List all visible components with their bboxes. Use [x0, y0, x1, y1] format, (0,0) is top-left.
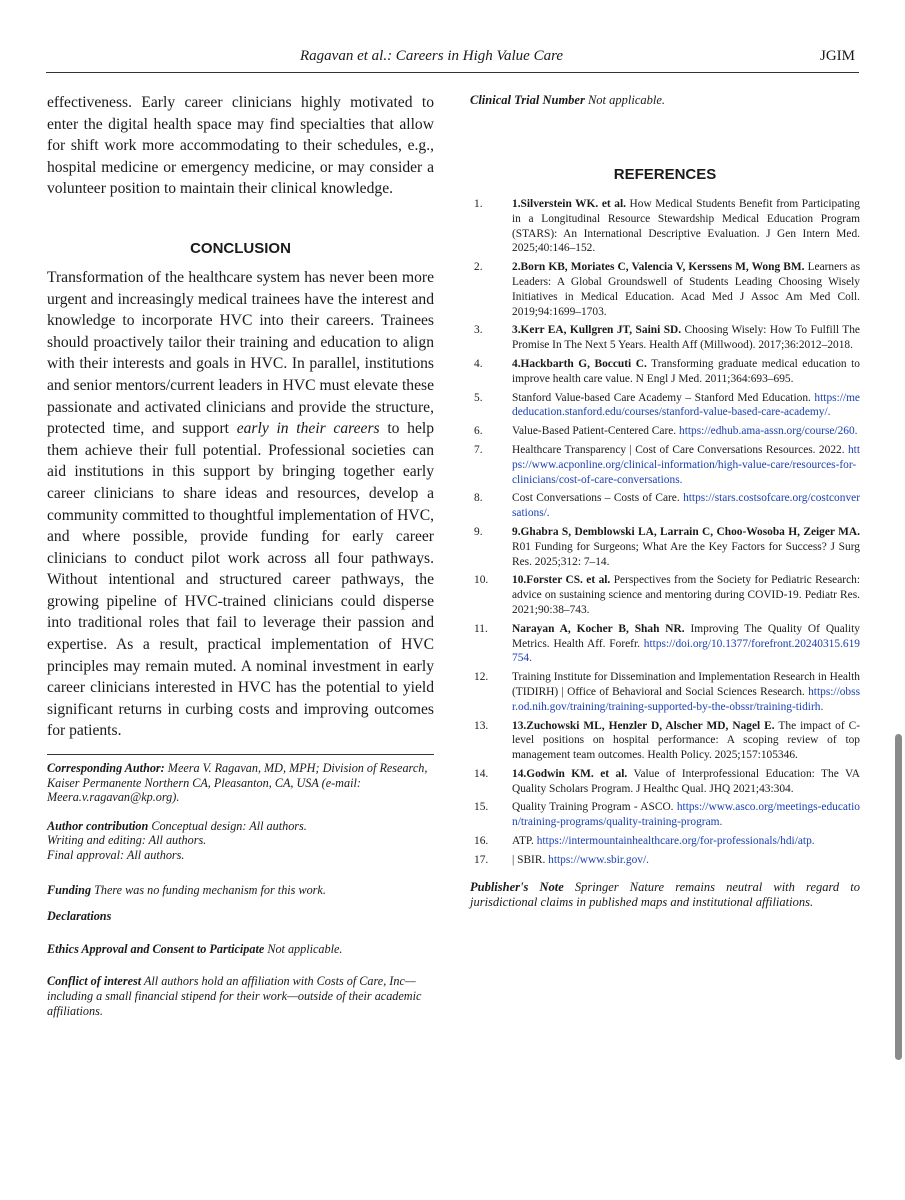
- reference-number: 4.: [474, 357, 483, 370]
- reference-item: [470, 853, 860, 868]
- corresponding-author: [47, 761, 434, 805]
- reference-number: 5.: [474, 391, 483, 404]
- reference-item: [470, 260, 860, 319]
- reference-item: [470, 197, 860, 256]
- clinical-trial-text: Not applicable.: [587, 93, 666, 107]
- ethics-statement: [47, 942, 434, 957]
- reference-text: Perspectives from the Society for Pediatric Research: advice on sustaining science and mentoring during COVID-19. Pediatr Res. 2021;90:38–743.: [512, 574, 860, 616]
- reference-body: [512, 260, 860, 319]
- reference-number: 17.: [474, 853, 489, 866]
- reference-number: 10.: [474, 574, 489, 587]
- reference-text: | SBIR.: [512, 853, 549, 866]
- reference-number: 6.: [474, 425, 483, 438]
- ethics-label: Ethics Approval and Consent to Participate: [47, 941, 265, 956]
- right-column: [470, 92, 860, 924]
- publisher-note: [470, 880, 860, 912]
- reference-link[interactable]: https://mededucation.stanford.edu/courses/stanford-value-based-care-academy/.: [512, 391, 860, 419]
- conflict-text: All authors hold an affiliation with Costs of Care, Inc—including a small financial stipend for their work—outside of their academic affiliations.: [47, 974, 422, 1018]
- corresponding-text: Meera V. Ragavan, MD, MPH; Division of Research, Kaiser Permanente Northern CA, Pleasanton, CA, USA (e-mail: Meera.v.ragavan@kp.org).: [47, 761, 428, 805]
- reference-link[interactable]: https://www.acponline.org/clinical-information/high-value-care/resources-for-clinicians/cost-of-care-conversations.: [512, 443, 860, 486]
- reference-item: [470, 767, 860, 797]
- reference-body: [512, 719, 860, 763]
- clinical-trial-label: Clinical Trial Number: [470, 93, 585, 107]
- reference-body: [512, 197, 860, 256]
- corresponding-label: Corresponding Author:: [47, 761, 165, 776]
- reference-authors: 1.Silverstein WK. et al.: [512, 198, 626, 210]
- reference-item: [470, 573, 860, 617]
- reference-number: 13.: [474, 719, 489, 732]
- funding-statement: [47, 883, 434, 898]
- reference-link[interactable]: https://intermountainhealthcare.org/for-professionals/hdi/atp.: [536, 835, 815, 848]
- reference-number: 2.: [474, 261, 483, 274]
- reference-list: [470, 197, 860, 868]
- reference-number: 16.: [474, 835, 489, 848]
- reference-body: [512, 800, 860, 830]
- reference-text: Cost Conversations – Costs of Care.: [512, 492, 684, 505]
- reference-item: [470, 834, 860, 849]
- publisher-text: Springer Nature remains neutral with regard to jurisdictional claims in published maps and institutional affiliations.: [470, 879, 860, 910]
- reference-body: [512, 834, 860, 849]
- reference-item: [470, 800, 860, 830]
- reference-item: [470, 670, 860, 714]
- declarations-heading: [47, 909, 434, 924]
- reference-item: [470, 323, 860, 353]
- reference-item: [470, 357, 860, 387]
- reference-body: [512, 525, 860, 569]
- conclusion-text-1: Transformation of the healthcare system has never been more urgent and increasingly medical trainees have the interest and knowledge to incorporate HVC into their careers. Trainees should proactively tailor their training and education to align with their interests and goals in HVC. In parallel, institutions and senior mentors/current leaders in HVC must elevate these passionate and activated clinicians and provide the structure, protected time, and support: [47, 268, 434, 438]
- left-column: [47, 92, 434, 1018]
- reference-text: Value-Based Patient-Centered Care.: [512, 425, 679, 438]
- header-rule: [46, 72, 859, 73]
- clinical-trial-number: [470, 92, 860, 108]
- reference-link[interactable]: https://www.asco.org/meetings-education/training-programs/quality-training-program.: [512, 801, 860, 829]
- reference-body: [512, 491, 860, 521]
- journal-name: JGIM: [819, 48, 855, 64]
- contribution-line-1: Conceptual design: All authors.: [151, 818, 307, 833]
- contribution-line-3: Final approval: All authors.: [47, 848, 185, 862]
- reference-authors: 4.Hackbarth G, Boccuti C.: [512, 357, 647, 370]
- conflict-statement: [47, 974, 434, 1018]
- conclusion-paragraph: [47, 267, 434, 742]
- reference-authors: 13.Zuchowski ML, Henzler D, Alscher MD, Nagel E.: [512, 719, 775, 732]
- declarations-label: Declarations: [47, 909, 112, 924]
- contribution-line-2: Writing and editing: All authors.: [47, 833, 207, 848]
- reference-item: [470, 719, 860, 763]
- reference-number: 12.: [474, 671, 489, 684]
- funding-label: Funding: [47, 882, 92, 897]
- reference-number: 7.: [474, 443, 483, 456]
- reference-item: [470, 391, 860, 421]
- reference-link[interactable]: https://stars.costsofcare.org/costconversations/.: [512, 492, 860, 520]
- reference-text: Stanford Value-based Care Academy – Stanford Med Education.: [512, 391, 815, 404]
- reference-body: [512, 573, 860, 617]
- reference-link[interactable]: https://obssr.od.nih.gov/training/training-supported-by-the-obssr/training-tidirh.: [512, 685, 860, 713]
- reference-body: [512, 767, 860, 797]
- reference-body: [512, 323, 860, 353]
- reference-text: Transforming graduate medical education to improve health care value. N Engl J Med. 2011;364:693–695.: [512, 357, 860, 385]
- reference-text: Training Institute for Dissemination and Implementation Research in Health (TIDIRH) | Office of Behavioral and Social Sciences Research.: [512, 671, 860, 698]
- reference-body: [512, 391, 860, 421]
- reference-authors: 3.Kerr EA, Kullgren JT, Saini SD.: [512, 324, 682, 337]
- running-title: Ragavan et al.: Careers in High Value Care: [300, 48, 564, 64]
- reference-text: Learners as Leaders: A Global Groundswell of Students Leading Choosing Wisely Initiatives in Medical Education. Acad Med J Assoc Am Med Coll. 2019;94:1699–1703.: [512, 261, 861, 318]
- reference-number: 11.: [474, 622, 488, 635]
- reference-text: How Medical Students Benefit from Participating in a Longitudinal Resource Stewardship Medical Education Program (STARS): An International Descriptive Evaluation. J Gen Intern Med. 2025;40:146–152.: [512, 198, 860, 255]
- reference-body: [512, 853, 860, 868]
- reference-text: Choosing Wisely: How To Fulfill The Promise In The Next 5 Years. Health Aff (Millwood). 2017;36:2012–2018.: [512, 324, 860, 352]
- reference-item: [470, 424, 860, 439]
- reference-body: [512, 357, 860, 387]
- reference-text: ATP.: [512, 835, 537, 848]
- reference-item: [470, 525, 860, 569]
- conclusion-text-2: to help them achieve their full potential. Professional societies can aid institutions in this support by bringing together early career clinicians to share ideas and resources, develop a community committed to thoughtful implementation of HVC, and where possible, provide funding for early career clinicians to conduct pilot work across all four pathways. Without intentional and structured career pathways, the growing pipeline of HVC-trained clinicians could disperse into traditional roles that fail to leverage their passion and expertise. As a result, practical implementation of HVC principles may remain muted. A nominal investment in early career clinicians interested in HVC has the potential to yield significant returns in curbing costs and improving outcomes for patients.: [47, 420, 434, 740]
- declarations-rule: [47, 754, 434, 755]
- reference-number: 1.: [474, 198, 483, 210]
- reference-authors: Narayan A, Kocher B, Shah NR.: [512, 622, 685, 635]
- reference-body: [512, 443, 860, 487]
- reference-number: 3.: [474, 324, 483, 337]
- reference-text: Value of Interprofessional Education: The VA Quality Scholars Program. J Healthc Qual. JHQ 2021;43:304.: [512, 767, 860, 795]
- reference-number: 8.: [474, 492, 483, 505]
- reference-link[interactable]: https://edhub.ama-assn.org/course/260.: [679, 425, 858, 438]
- reference-text: Quality Training Program - ASCO.: [512, 801, 677, 814]
- conclusion-emphasis: early in their careers: [236, 420, 380, 438]
- reference-text: The impact of C-level positions on hospital performance: A scoping review of top management team outcomes. Health Policy. 2025;157:105346.: [512, 719, 861, 762]
- scrollbar-thumb[interactable]: [895, 734, 902, 1060]
- contribution-label: Author contribution: [47, 818, 149, 833]
- conclusion-heading: CONCLUSION: [190, 239, 291, 257]
- reference-number: 14.: [474, 767, 489, 780]
- reference-text: R01 Funding for Surgeons; What Are the Key Factors for Success? J Surg Res. 2025;312: 7–14.: [512, 540, 860, 568]
- reference-item: [470, 443, 860, 487]
- reference-body: [512, 670, 860, 714]
- ethics-text: Not applicable.: [267, 941, 343, 956]
- reference-authors: 2.Born KB, Moriates C, Valencia V, Kerssens M, Wong BM.: [512, 261, 805, 274]
- reference-authors: 10.Forster CS. et al.: [512, 574, 611, 587]
- reference-authors: 9.Ghabra S, Demblowski LA, Larrain C, Choo-Wosoba H, Zeiger MA.: [512, 525, 860, 538]
- reference-item: [470, 622, 860, 666]
- conflict-label: Conflict of interest: [47, 974, 142, 989]
- reference-body: [512, 622, 860, 666]
- reference-text: Healthcare Transparency | Cost of Care Conversations Resources. 2022.: [512, 443, 848, 456]
- references-heading: REFERENCES: [613, 166, 717, 183]
- reference-number: 9.: [474, 525, 483, 538]
- author-contribution: [47, 819, 434, 863]
- reference-text: Improving The Quality Of Quality Metrics. Health Aff. Forefr.: [512, 622, 860, 650]
- running-header: [0, 44, 905, 74]
- funding-text: There was no funding mechanism for this work.: [94, 882, 326, 897]
- reference-link[interactable]: https://www.sbir.gov/.: [548, 853, 649, 866]
- publisher-label: Publisher's Note: [470, 879, 564, 894]
- reference-item: [470, 491, 860, 521]
- reference-link[interactable]: https://doi.org/10.1377/forefront.20240315.619754.: [512, 637, 860, 665]
- reference-number: 15.: [474, 801, 489, 814]
- reference-authors: 14.Godwin KM. et al.: [512, 767, 628, 780]
- reference-body: [512, 424, 860, 439]
- intro-paragraph: effectiveness. Early career clinicians highly motivated to enter the digital health space may find specialties that allow for shift work more accommodating to their schedules, e.g., hospital medicine or emergency medicine, or may consider a volunteer position to maintain their clinical knowledge.: [47, 94, 434, 198]
